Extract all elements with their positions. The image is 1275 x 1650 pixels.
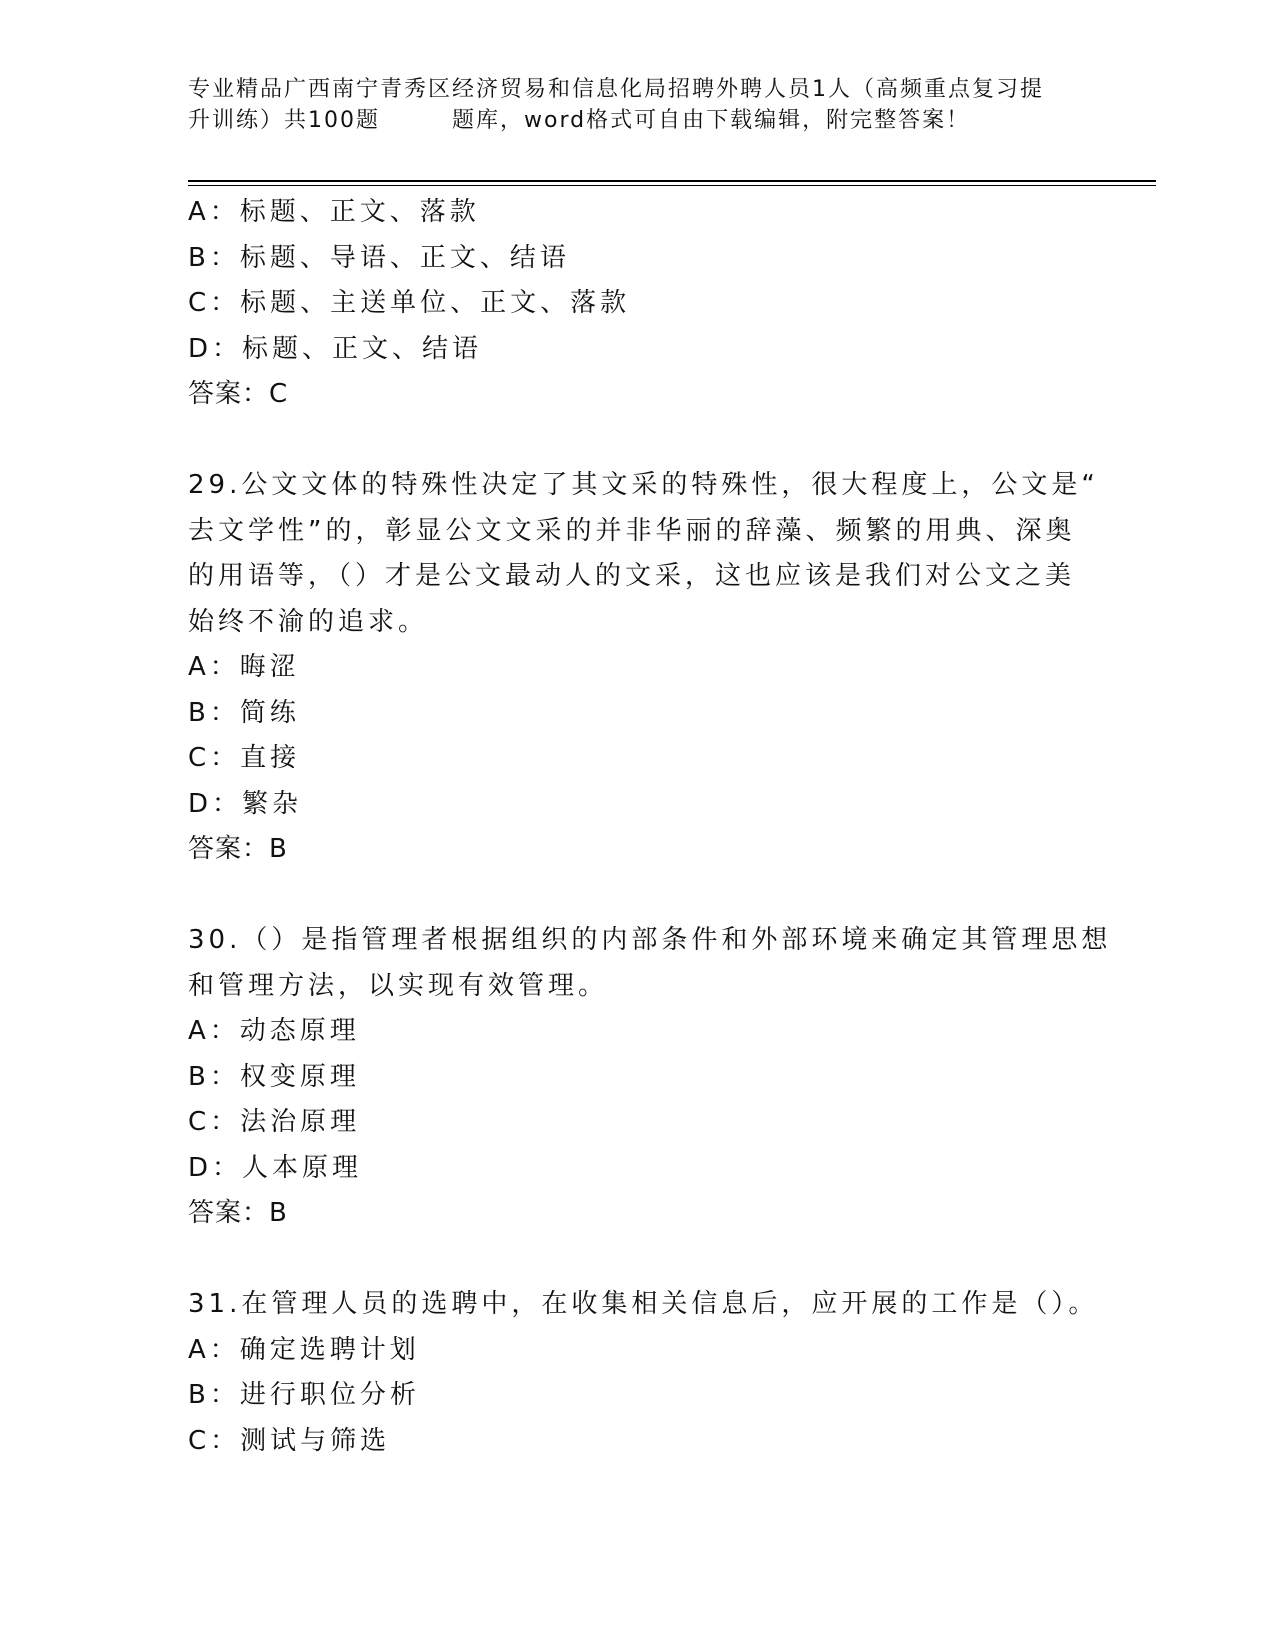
option-b: B：权变原理 <box>188 1061 360 1092</box>
option-b: B：进行职位分析 <box>188 1380 420 1410</box>
header-line-2-part-2: 题库，word格式可自由下载编辑，附完整答案！ <box>452 108 971 133</box>
header-divider-thin <box>188 185 1156 186</box>
question-31 <box>188 1282 1099 1464</box>
option-d: D：繁杂 <box>188 788 303 819</box>
question-29 <box>188 463 1099 873</box>
question-stem-line: 的用语等，（）才是公文最动人的文采，这也应该是我们对公文之美 <box>188 561 1076 591</box>
question-stem-line: 30.（）是指管理者根据组织的内部条件和外部环境来确定其管理思想 <box>188 925 1112 955</box>
answer: 答案：B <box>188 834 288 864</box>
option-d: D：标题、正文、结语 <box>188 333 483 364</box>
header-line-1: 专业精品广西南宁青秀区经济贸易和信息化局招聘外聘人员1人（高频重点复习提 <box>188 77 1044 102</box>
question-stem-line: 和管理方法，以实现有效管理。 <box>188 970 609 1001</box>
option-a: A：晦涩 <box>188 652 300 682</box>
option-c: C：法治原理 <box>188 1107 361 1137</box>
option-c: C：测试与筛选 <box>188 1425 391 1456</box>
answer: 答案：C <box>188 379 289 409</box>
document-header <box>188 74 1088 136</box>
question-content <box>188 190 1112 1464</box>
question-28 <box>188 190 1088 418</box>
question-stem-line: 31.在管理人员的选聘中，在收集相关信息后，应开展的工作是（）。 <box>188 1289 1099 1319</box>
header-line-2-part-1: 升训练）共100题 <box>188 108 380 133</box>
question-stem-line: 去文学性”的，彰显公文文采的并非华丽的辞藻、频繁的用典、深奥 <box>188 515 1076 546</box>
option-a: A：确定选聘计划 <box>188 1334 420 1365</box>
question-stem-line: 始终不渝的追求。 <box>188 606 429 637</box>
question-30 <box>188 918 1112 1237</box>
question-stem-line: 29.公文文体的特殊性决定了其文采的特殊性，很大程度上，公文是“ <box>188 470 1099 500</box>
header-line-2 <box>188 105 1088 136</box>
option-b: B：标题、导语、正文、结语 <box>188 242 570 273</box>
option-a: A：动态原理 <box>188 1016 360 1046</box>
header-divider-thick <box>188 180 1156 182</box>
option-a: A：标题、正文、落款 <box>188 197 480 227</box>
answer: 答案：B <box>188 1198 288 1228</box>
option-c: C：标题、主送单位、正文、落款 <box>188 288 631 318</box>
option-c: C：直接 <box>188 743 301 773</box>
option-b: B：简练 <box>188 697 300 728</box>
option-d: D：人本原理 <box>188 1152 363 1183</box>
